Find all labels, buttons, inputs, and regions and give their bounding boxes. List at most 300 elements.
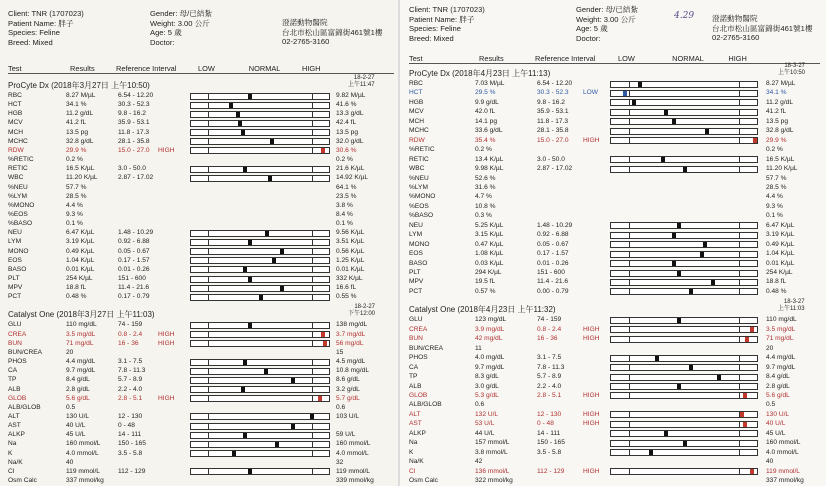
previous-result: 103 U/L (336, 412, 360, 420)
result-value: 0.57 % (475, 287, 496, 295)
range-divider-high (739, 356, 740, 361)
previous-result: 0.5 (766, 401, 776, 409)
result-marker (683, 167, 687, 172)
result-marker (672, 119, 676, 124)
result-marker (711, 280, 715, 285)
result-flag: HIGH (158, 330, 175, 338)
previous-result: 3.7 mg/dL (336, 330, 366, 338)
test-name: ALT (409, 410, 421, 418)
previous-result: 71 mg/dL (766, 335, 794, 343)
result-marker (291, 424, 295, 429)
result-marker (740, 412, 744, 417)
range-divider-high (739, 318, 740, 323)
header-weight: Weight: 3.00 公斤 (576, 14, 636, 24)
range-bar (190, 294, 330, 301)
header-age: Age: 5 歲 (150, 28, 182, 37)
previous-result: 3.19 K/µL (766, 231, 795, 239)
result-flag: HIGH (583, 420, 600, 428)
test-name: RDW (409, 136, 425, 144)
previous-result: 30.6 % (336, 146, 357, 154)
result-value: 31.6 % (475, 183, 496, 191)
previous-result: 20 (766, 344, 774, 352)
previous-run-date (778, 63, 805, 77)
reference-interval: 0 - 48 (537, 420, 554, 428)
range-divider-low (629, 384, 630, 389)
reference-interval: 9.8 - 16.2 (118, 110, 146, 118)
previous-result: 56 mg/dL (336, 339, 364, 347)
test-name: CA (409, 363, 419, 371)
test-name: %MONO (8, 201, 35, 209)
reference-interval: 0.01 - 0.26 (118, 265, 150, 273)
reference-interval: 2.2 - 4.0 (118, 385, 143, 393)
result-row (0, 476, 398, 486)
reference-interval: 151 - 600 (537, 269, 565, 276)
result-value: 322 mmol/kg (475, 477, 513, 484)
clinic-info (282, 18, 382, 47)
range-divider-high (312, 286, 313, 291)
previous-result: 32.8 g/dL (766, 127, 794, 135)
range-divider-low (208, 341, 209, 346)
test-name: LYM (8, 238, 22, 246)
test-name: Cl (409, 467, 416, 475)
result-value: 3.19 K/µL (66, 238, 95, 246)
previous-time: 下午12:00 (348, 311, 376, 318)
previous-result: 0.56 K/µL (336, 247, 365, 255)
range-divider-low (629, 356, 630, 361)
result-value: 0.48 % (66, 293, 87, 301)
range-bar (610, 166, 758, 173)
previous-result: 5.6 g/dL (766, 391, 790, 399)
range-bar (190, 129, 330, 136)
result-value: 10.8 % (475, 202, 496, 210)
result-flag: HIGH (583, 410, 600, 418)
previous-result: 23.5 % (336, 192, 357, 200)
reference-interval: 1.48 - 10.29 (537, 221, 573, 229)
previous-result: 0.1 % (336, 220, 353, 228)
result-value: 4.4 mg/dL (66, 358, 96, 366)
range-divider-high (312, 258, 313, 263)
test-name: %BASO (409, 212, 434, 220)
test-name: ALB/GLOB (8, 403, 41, 411)
result-marker (623, 91, 627, 96)
result-marker (232, 451, 236, 456)
result-value: 18.8 fL (66, 284, 87, 292)
section-title: ProCyte Dx (2018年3月27日 上午10:50) (8, 81, 150, 90)
range-bar (610, 81, 758, 88)
test-name: Osm Calc (409, 477, 438, 484)
range-bar (610, 128, 758, 135)
previous-result: 16.6 fL (336, 284, 357, 292)
range-divider-low (629, 337, 630, 342)
result-marker (270, 139, 274, 144)
reference-interval: 7.8 - 11.3 (537, 363, 565, 371)
result-marker (661, 157, 665, 162)
column-header-low: LOW (618, 54, 635, 63)
result-marker (318, 396, 322, 401)
range-bar (190, 432, 330, 439)
previous-time: 上午11:03 (778, 306, 805, 313)
result-value: 5.3 g/dL (475, 391, 499, 399)
range-bar (190, 395, 330, 402)
range-bar (190, 423, 330, 430)
reference-interval: 15.0 - 27.0 (118, 146, 150, 154)
result-flag: HIGH (158, 339, 175, 347)
range-bar (610, 232, 758, 239)
previous-result: 9.56 K/µL (336, 229, 365, 237)
result-marker (689, 289, 693, 294)
range-divider-low (208, 112, 209, 117)
range-divider-low (629, 365, 630, 370)
result-value: 32.8 g/dL (66, 137, 94, 145)
result-marker (700, 252, 704, 257)
range-divider-low (629, 119, 630, 124)
range-divider-high (312, 387, 313, 392)
range-divider-low (629, 280, 630, 285)
patient-details (150, 9, 212, 47)
range-bar (610, 109, 758, 116)
range-divider-high (739, 100, 740, 105)
result-marker (243, 433, 247, 438)
header-doctor: Doctor: (576, 33, 601, 43)
result-value: 160 mmol/L (66, 440, 101, 448)
result-flag: HIGH (158, 146, 175, 154)
test-name: PHOS (409, 354, 428, 362)
range-divider-high (739, 157, 740, 162)
column-header-low: LOW (198, 64, 215, 73)
test-name: AST (8, 422, 21, 430)
range-divider-high (739, 167, 740, 172)
range-divider-high (739, 450, 740, 455)
previous-result: 0.55 % (336, 293, 357, 301)
previous-result: 13.5 pg (766, 117, 788, 125)
column-header-test: Test (409, 54, 423, 63)
range-divider-low (629, 441, 630, 446)
result-marker (717, 375, 721, 380)
range-divider-low (208, 332, 209, 337)
previous-result: 8.4 % (336, 210, 353, 218)
header-divider (8, 73, 394, 74)
header-species: Species: Feline (409, 24, 461, 33)
previous-result: 0.6 (336, 403, 346, 411)
result-marker (310, 414, 314, 419)
previous-result: 11.2 g/dL (766, 98, 794, 106)
result-value: 9.7 mg/dL (475, 363, 505, 371)
result-marker (683, 441, 687, 446)
header-gender: Gender: 母/已結紮 (576, 5, 639, 14)
reference-interval: 2.8 - 5.1 (118, 394, 143, 402)
test-name: PLT (409, 269, 421, 276)
section-title: ProCyte Dx (2018年4月23日 上午11:13) (409, 69, 551, 78)
test-name: %EOS (8, 210, 28, 218)
result-marker (280, 286, 284, 291)
range-bar (610, 468, 758, 475)
test-name: EOS (409, 250, 423, 258)
range-divider-low (629, 129, 630, 134)
result-value: 53 U/L (475, 420, 495, 428)
range-divider-low (208, 121, 209, 126)
range-divider-low (208, 378, 209, 383)
previous-result: 9.3 % (766, 202, 783, 210)
test-name: ALKP (8, 431, 25, 439)
range-bar (610, 99, 758, 106)
result-value: 0.6 (475, 401, 485, 409)
reference-interval: 11.4 - 21.6 (118, 284, 150, 292)
result-value: 4.0 mg/dL (475, 354, 505, 362)
range-divider-low (629, 157, 630, 162)
reference-interval: 16 - 36 (118, 339, 139, 347)
range-divider-high (739, 337, 740, 342)
range-divider-high (739, 138, 740, 143)
reference-interval: 2.87 - 17.02 (118, 174, 154, 182)
result-marker (268, 176, 272, 181)
reference-interval: 0.92 - 6.88 (537, 231, 569, 239)
result-marker (229, 103, 233, 108)
reference-interval: 14 - 111 (118, 431, 142, 439)
test-name: BUN (8, 339, 22, 347)
result-marker (638, 82, 642, 87)
previous-result: 45 U/L (766, 429, 786, 437)
test-name: ALB (8, 385, 21, 393)
test-name: HCT (8, 101, 22, 109)
result-value: 11 (475, 344, 482, 352)
range-divider-low (629, 393, 630, 398)
range-divider-high (739, 110, 740, 115)
range-divider-low (208, 130, 209, 135)
reference-interval: 0.92 - 6.88 (118, 238, 150, 246)
range-divider-high (312, 148, 313, 153)
header-species: Species: Feline (8, 28, 60, 37)
result-value: 29.9 % (66, 146, 87, 154)
previous-result: 28.5 % (766, 183, 787, 191)
result-value: 130 U/L (66, 412, 90, 420)
result-value: 132 U/L (475, 410, 499, 418)
range-divider-high (312, 332, 313, 337)
range-divider-low (208, 240, 209, 245)
header-phone: 02-2765-3160 (282, 37, 330, 46)
previous-result: 4.5 mg/dL (336, 358, 366, 366)
range-bar (190, 441, 330, 448)
range-divider-high (312, 249, 313, 254)
previous-result: 254 K/µL (766, 269, 793, 276)
range-bar (610, 392, 758, 399)
reference-interval: 7.8 - 11.3 (118, 367, 146, 375)
range-divider-low (208, 277, 209, 282)
test-name: ALB (409, 382, 422, 390)
previous-time: 上午10:50 (778, 70, 806, 76)
range-bar (190, 257, 330, 264)
range-bar (610, 355, 758, 362)
range-divider-high (312, 94, 313, 99)
range-bar (610, 156, 758, 163)
range-bar (610, 440, 758, 447)
result-value: 254 K/µL (66, 275, 93, 282)
reference-interval: 74 - 159 (118, 321, 143, 329)
test-name: Osm Calc (8, 477, 37, 484)
reference-interval: 14 - 111 (537, 429, 561, 437)
range-divider-low (208, 295, 209, 300)
report-page-right (400, 0, 826, 486)
range-divider-high (312, 295, 313, 300)
result-value: 41.2 fL (66, 119, 87, 127)
range-divider-low (208, 451, 209, 456)
reference-interval: 2.8 - 5.1 (537, 391, 562, 399)
test-name: HGB (8, 110, 23, 118)
column-header-high: HIGH (302, 64, 321, 73)
range-bar (190, 322, 330, 329)
test-name: ALT (8, 412, 20, 420)
reference-interval: 2.87 - 17.02 (537, 165, 573, 173)
previous-result: 8.4 g/dL (766, 373, 790, 381)
range-divider-high (739, 271, 740, 276)
range-bar (610, 90, 758, 97)
range-bar (190, 175, 330, 182)
result-value: 7.03 M/µL (475, 80, 505, 87)
test-name: RBC (409, 80, 423, 87)
range-divider-high (739, 223, 740, 228)
previous-run-date (348, 75, 375, 89)
range-bar (610, 317, 758, 324)
reference-interval: 3.0 - 50.0 (118, 165, 146, 173)
range-divider-low (208, 442, 209, 447)
previous-result: 119 mmol/L (766, 467, 800, 475)
previous-result: 339 mmol/kg (336, 477, 374, 484)
test-name: %RETIC (8, 156, 34, 164)
result-value: 123 mg/dL (475, 316, 507, 324)
previous-date: 18-2-27 (353, 75, 375, 81)
reference-interval: 30.3 - 52.3 (537, 89, 569, 97)
reference-interval: 74 - 159 (537, 316, 562, 324)
test-name: LYM (409, 231, 423, 239)
result-value: 8.4 g/dL (66, 376, 90, 384)
result-value: 3.5 mg/dL (66, 330, 96, 338)
range-divider-low (208, 176, 209, 181)
test-name: Na (8, 440, 17, 448)
test-name: %BASO (8, 220, 33, 228)
column-header-high: HIGH (728, 54, 747, 63)
test-name: WBC (8, 174, 24, 182)
range-divider-high (739, 365, 740, 370)
previous-result: 119 mmol/L (336, 467, 370, 475)
column-header-ref: Reference Interval (116, 64, 177, 73)
range-divider-high (312, 341, 313, 346)
test-name: MPV (409, 278, 424, 286)
range-divider-low (629, 318, 630, 323)
range-divider-low (629, 327, 630, 332)
reference-interval: 3.5 - 5.8 (537, 448, 562, 456)
header-address: 台北市松山區富錦街461號1樓 (282, 27, 383, 37)
result-marker (649, 450, 653, 455)
previous-result: 6.47 K/µL (766, 221, 795, 229)
result-marker (243, 167, 247, 172)
reference-interval: 28.1 - 35.8 (118, 137, 150, 145)
reference-interval: 12 - 130 (118, 412, 143, 420)
reference-interval: 11.8 - 17.3 (118, 128, 150, 136)
range-divider-high (739, 233, 740, 238)
header-weight: Weight: 3.00 公斤 (150, 18, 210, 28)
range-divider-low (629, 138, 630, 143)
range-bar (190, 120, 330, 127)
range-divider-low (208, 323, 209, 328)
reference-interval: 0.05 - 0.67 (118, 247, 150, 255)
range-divider-low (208, 249, 209, 254)
result-flag: HIGH (583, 467, 600, 475)
header-age: Age: 5 歲 (576, 24, 608, 33)
reference-interval: 3.5 - 5.8 (118, 449, 143, 457)
test-name: MONO (8, 247, 29, 255)
result-value: 8.3 g/dL (475, 373, 499, 381)
previous-run-date (348, 304, 375, 318)
test-name: GLOB (409, 391, 428, 399)
reference-interval: 0.17 - 1.57 (118, 256, 150, 264)
result-flag: HIGH (583, 325, 600, 333)
result-value: 19.5 fL (475, 278, 496, 286)
previous-result: 3.2 g/dL (336, 385, 360, 393)
previous-result: 337 mmol/kg (766, 477, 804, 484)
test-name: ALB/GLOB (409, 401, 442, 409)
result-marker (321, 332, 325, 337)
result-marker (677, 271, 681, 276)
result-marker (241, 130, 245, 135)
column-header-test: Test (8, 64, 22, 73)
previous-result: 9.82 M/µL (336, 92, 366, 99)
test-name: CREA (8, 330, 27, 338)
result-value: 3.9 mg/dL (475, 325, 505, 333)
previous-result: 4.4 mg/dL (766, 354, 796, 362)
reference-interval: 0.01 - 0.26 (537, 259, 569, 267)
range-divider-low (629, 252, 630, 257)
reference-interval: 0.8 - 2.4 (118, 330, 143, 338)
result-marker (745, 337, 749, 342)
range-divider-high (312, 130, 313, 135)
result-value: 34.1 % (66, 101, 87, 109)
result-marker (248, 240, 252, 245)
test-name: RDW (8, 146, 24, 154)
range-divider-high (312, 121, 313, 126)
test-name: Na (409, 439, 418, 447)
previous-result: 1.04 K/µL (766, 250, 795, 258)
result-marker (677, 384, 681, 389)
result-marker (280, 249, 284, 254)
result-value: 33.6 g/dL (475, 127, 503, 135)
range-bar (190, 331, 330, 338)
range-bar (610, 421, 758, 428)
reference-interval: 151 - 600 (118, 275, 146, 282)
range-bar (190, 248, 330, 255)
test-name: PLT (8, 275, 20, 282)
previous-result: 10.8 mg/dL (336, 367, 369, 375)
result-flag: HIGH (158, 394, 175, 402)
reference-interval: 150 - 165 (537, 439, 565, 447)
range-bar (610, 241, 758, 248)
range-divider-high (312, 451, 313, 456)
result-marker (248, 469, 252, 474)
previous-result: 64.1 % (336, 183, 357, 191)
range-bar (190, 276, 330, 283)
test-name: TP (8, 376, 17, 384)
result-value: 45 U/L (66, 431, 86, 439)
range-divider-high (739, 441, 740, 446)
reference-interval: 1.48 - 10.29 (118, 229, 154, 237)
result-marker (705, 129, 709, 134)
previous-result: 0.49 K/µL (766, 240, 795, 248)
result-value: 29.5 % (475, 89, 496, 97)
range-divider-low (629, 450, 630, 455)
range-bar (190, 450, 330, 457)
previous-result: 29.9 % (766, 136, 787, 144)
range-divider-low (629, 223, 630, 228)
test-name: TP (409, 373, 418, 381)
range-bar (190, 93, 330, 100)
